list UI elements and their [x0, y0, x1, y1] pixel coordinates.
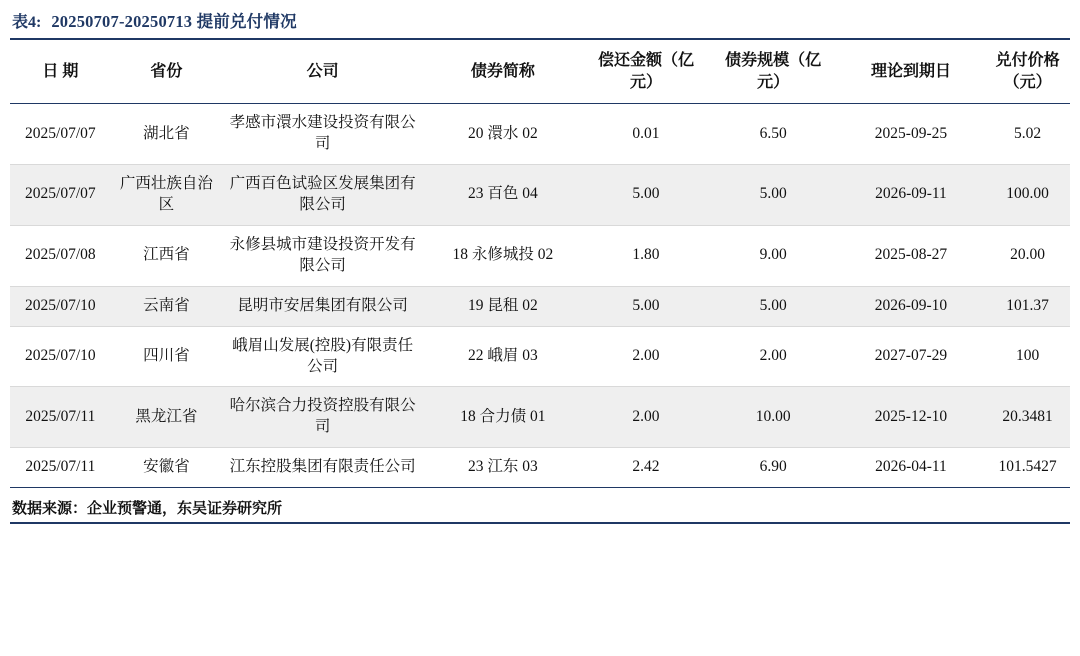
table-row	[10, 387, 1070, 448]
column-header-bond: 债券简称	[423, 40, 582, 104]
cell-bond-scale: 10.00	[710, 387, 837, 448]
cell-date: 2025/07/10	[10, 286, 111, 326]
cell-maturity-date: 2027-07-29	[837, 326, 985, 387]
cell-bond: 22 峨眉 03	[423, 326, 582, 387]
cell-bond-scale: 2.00	[710, 326, 837, 387]
table-number-label: 表4:	[12, 14, 42, 31]
cell-province: 安徽省	[111, 448, 222, 488]
cell-maturity-date: 2025-08-27	[837, 225, 985, 286]
cell-bond: 18 合力债 01	[423, 387, 582, 448]
cell-bond: 19 昆租 02	[423, 286, 582, 326]
cell-date: 2025/07/10	[10, 326, 111, 387]
cell-company: 江东控股集团有限责任公司	[222, 448, 423, 488]
column-header-bond-scale: 债券规模（亿元）	[710, 40, 837, 104]
table-row	[10, 326, 1070, 387]
cell-bond-scale: 5.00	[710, 286, 837, 326]
cell-bond: 18 永修城投 02	[423, 225, 582, 286]
cell-date: 2025/07/07	[10, 104, 111, 165]
cell-bond: 20 澴水 02	[423, 104, 582, 165]
cell-repayment-amount: 2.42	[582, 448, 709, 488]
cell-maturity-date: 2025-12-10	[837, 387, 985, 448]
cell-province: 四川省	[111, 326, 222, 387]
cell-date: 2025/07/07	[10, 165, 111, 226]
cell-bond-scale: 6.50	[710, 104, 837, 165]
column-header-province: 省份	[111, 40, 222, 104]
table-row	[10, 225, 1070, 286]
cell-maturity-date: 2026-09-10	[837, 286, 985, 326]
cell-province: 黑龙江省	[111, 387, 222, 448]
cell-company: 永修县城市建设投资开发有限公司	[222, 225, 423, 286]
table-row	[10, 165, 1070, 226]
cell-province: 云南省	[111, 286, 222, 326]
table-row	[10, 104, 1070, 165]
cell-redemption-price: 101.37	[985, 286, 1070, 326]
source-note: 数据来源：企业预警通，东吴证券研究所	[10, 488, 1070, 524]
cell-redemption-price: 100	[985, 326, 1070, 387]
cell-maturity-date: 2026-09-11	[837, 165, 985, 226]
cell-date: 2025/07/11	[10, 387, 111, 448]
cell-bond-scale: 6.90	[710, 448, 837, 488]
column-header-date: 日 期	[10, 40, 111, 104]
cell-maturity-date: 2026-04-11	[837, 448, 985, 488]
cell-company: 孝感市澴水建设投资有限公司	[222, 104, 423, 165]
cell-repayment-amount: 2.00	[582, 387, 709, 448]
cell-company: 哈尔滨合力投资控股有限公司	[222, 387, 423, 448]
cell-province: 广西壮族自治区	[111, 165, 222, 226]
cell-bond-scale: 9.00	[710, 225, 837, 286]
table-row	[10, 448, 1070, 488]
cell-redemption-price: 5.02	[985, 104, 1070, 165]
cell-province: 江西省	[111, 225, 222, 286]
cell-repayment-amount: 0.01	[582, 104, 709, 165]
column-header-repayment-amount: 偿还金额（亿元）	[582, 40, 709, 104]
cell-repayment-amount: 1.80	[582, 225, 709, 286]
cell-date: 2025/07/08	[10, 225, 111, 286]
cell-redemption-price: 100.00	[985, 165, 1070, 226]
cell-repayment-amount: 5.00	[582, 165, 709, 226]
cell-company: 峨眉山发展(控股)有限责任公司	[222, 326, 423, 387]
cell-company: 广西百色试验区发展集团有限公司	[222, 165, 423, 226]
column-header-maturity-date: 理论到期日	[837, 40, 985, 104]
cell-bond: 23 百色 04	[423, 165, 582, 226]
column-header-company: 公司	[222, 40, 423, 104]
table-title	[10, 0, 1070, 40]
cell-maturity-date: 2025-09-25	[837, 104, 985, 165]
cell-redemption-price: 20.00	[985, 225, 1070, 286]
cell-bond: 23 江东 03	[423, 448, 582, 488]
cell-repayment-amount: 5.00	[582, 286, 709, 326]
cell-bond-scale: 5.00	[710, 165, 837, 226]
table-row	[10, 286, 1070, 326]
table-title-text: 20250707-20250713 提前兑付情况	[51, 12, 297, 31]
early-redemption-table	[10, 40, 1070, 488]
cell-company: 昆明市安居集团有限公司	[222, 286, 423, 326]
cell-redemption-price: 20.3481	[985, 387, 1070, 448]
table-header-row	[10, 40, 1070, 104]
column-header-redemption-price: 兑付价格（元）	[985, 40, 1070, 104]
cell-date: 2025/07/11	[10, 448, 111, 488]
cell-redemption-price: 101.5427	[985, 448, 1070, 488]
cell-province: 湖北省	[111, 104, 222, 165]
cell-repayment-amount: 2.00	[582, 326, 709, 387]
